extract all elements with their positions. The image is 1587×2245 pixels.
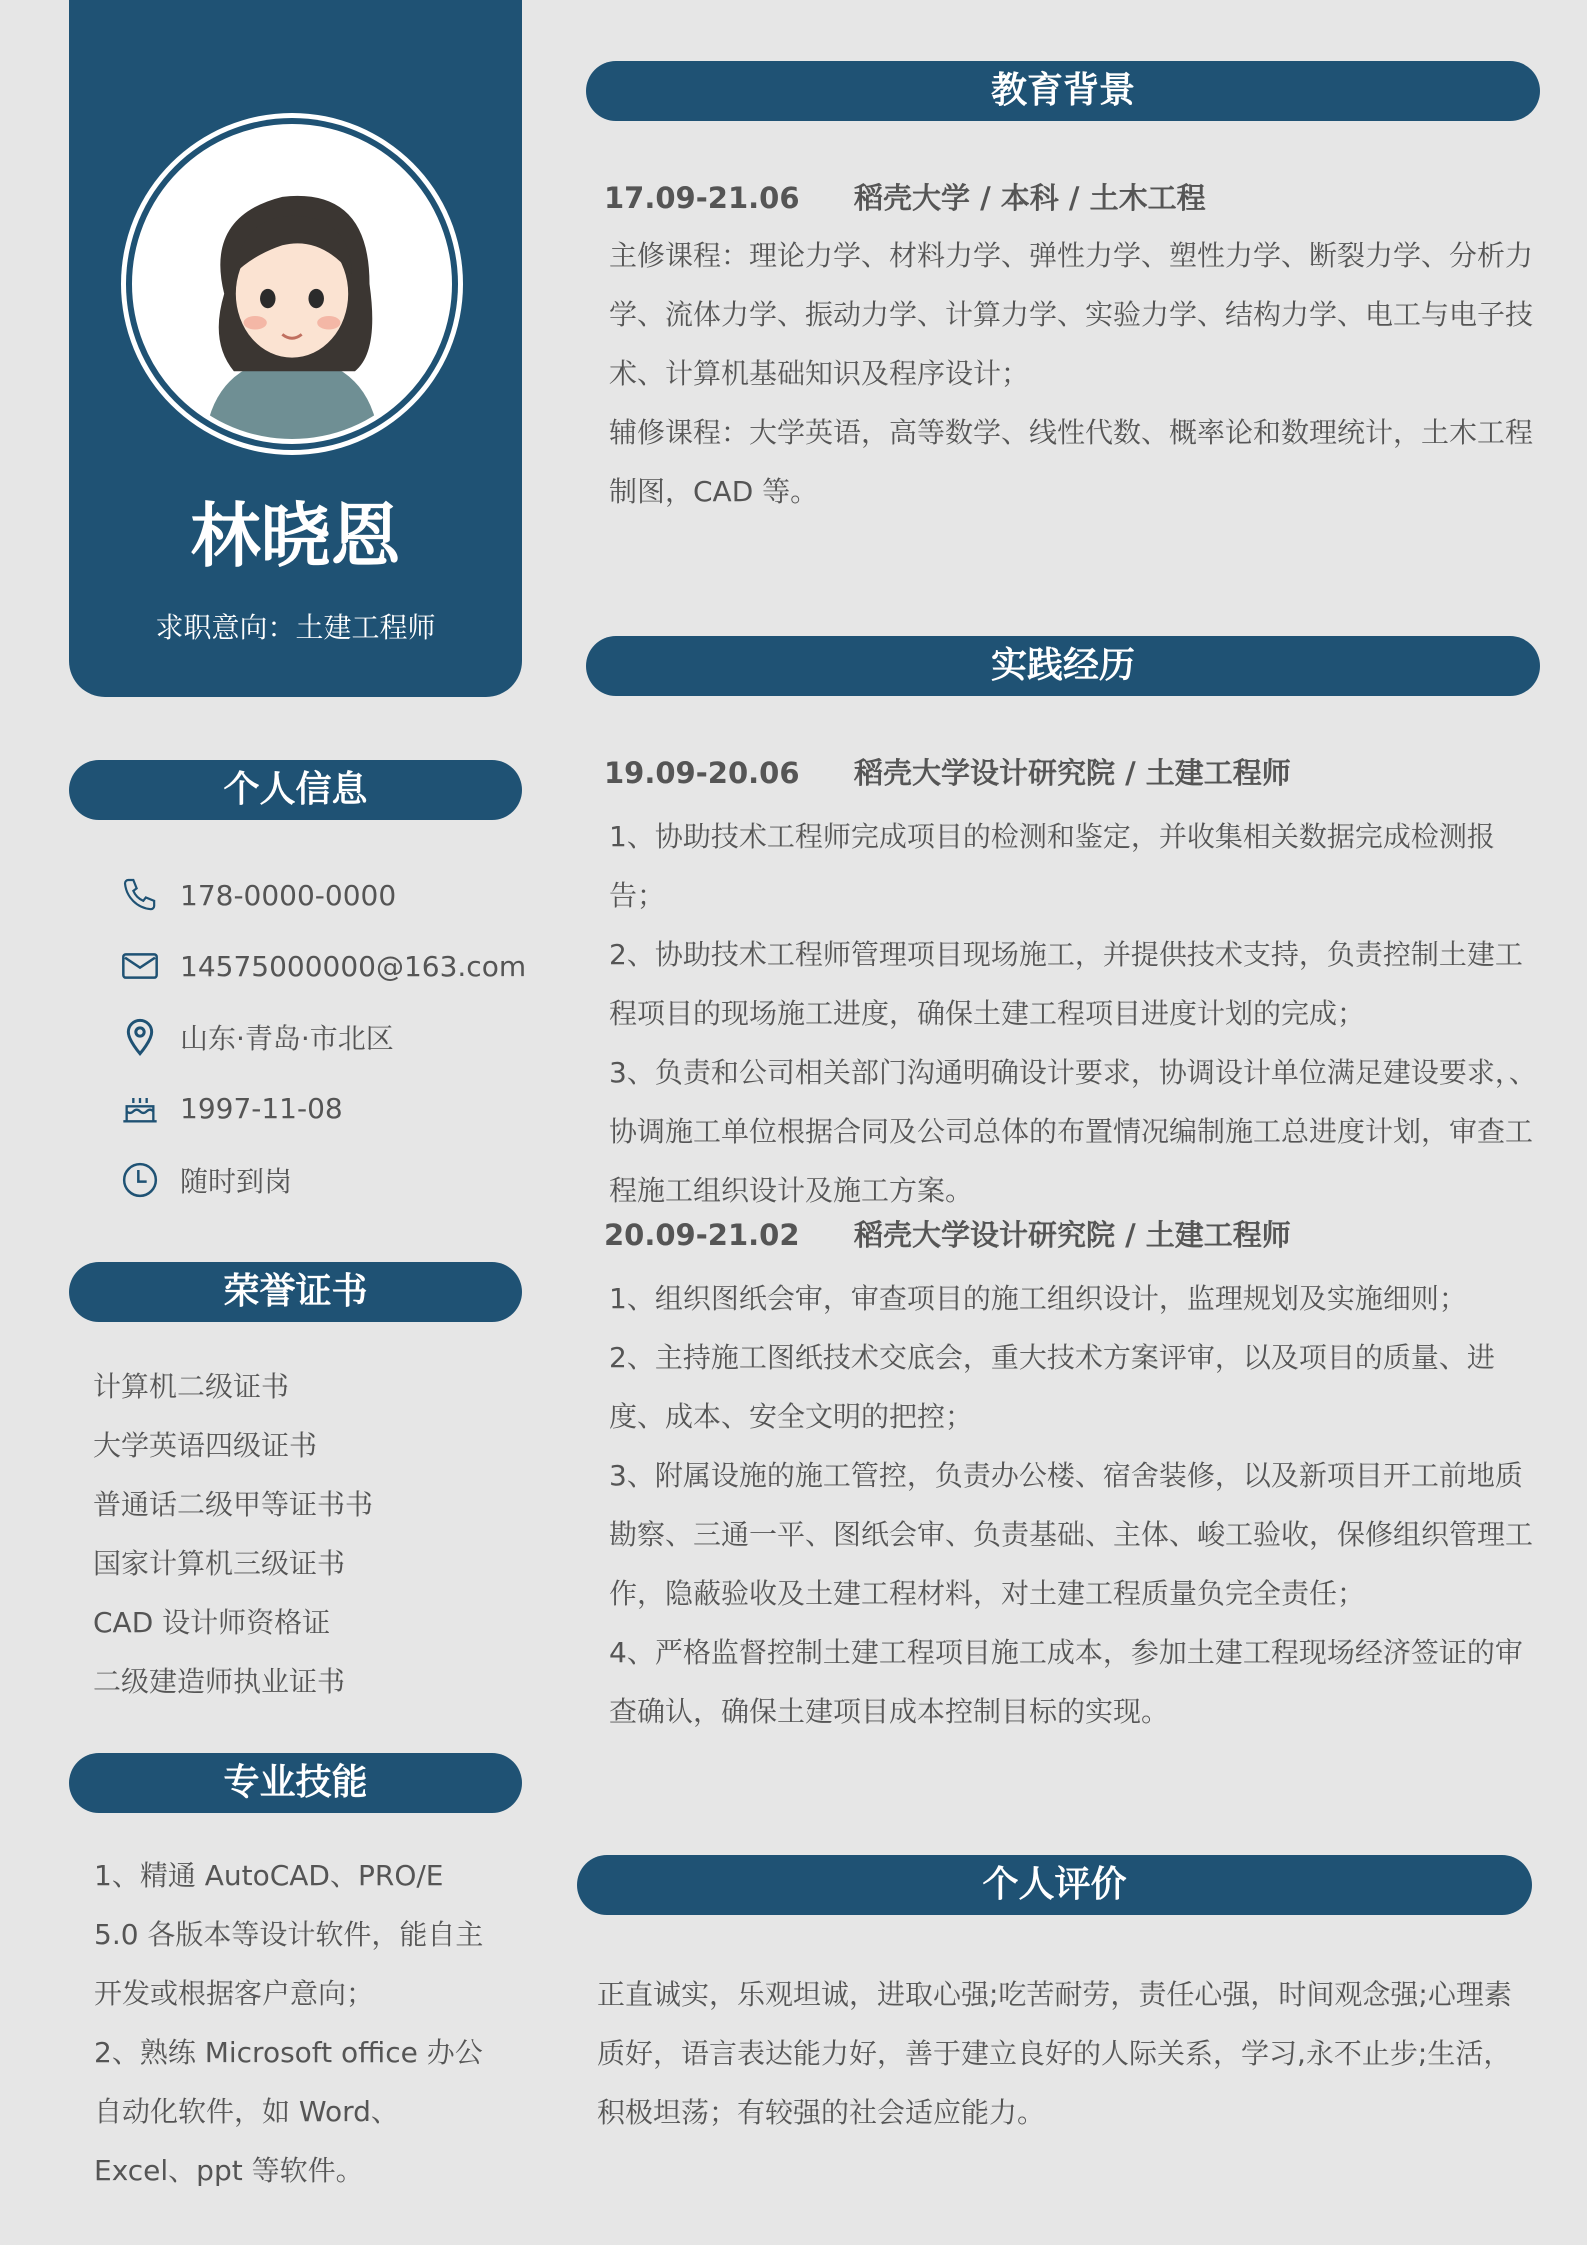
info-email: 14575000000@163.com	[120, 941, 526, 991]
phone-icon	[120, 875, 160, 915]
honor-item: 计算机二级证书	[93, 1370, 290, 1403]
job-line: 4、严格监督控制土建工程项目施工成本，参加土建工程现场经济签证的审查确认，确保土建项目成本控制目标的实现。	[609, 1636, 1523, 1728]
info-phone: 178-0000-0000	[120, 870, 396, 920]
personal-info-header: 个人信息	[69, 760, 522, 820]
practice-header: 实践经历	[586, 636, 1540, 696]
honor-item: 大学英语四级证书	[93, 1429, 318, 1462]
education-date: 17.09-21.06	[604, 181, 800, 215]
course-line: 主修课程：理论力学、材料力学、弹性力学、塑性力学、断裂力学、分析力学、流体力学、振动力学、计算力学、实验力学、结构力学、电工与电子技术、计算机基础知识及程序设计；	[609, 239, 1534, 390]
info-location: 山东·青岛·市北区	[120, 1012, 394, 1062]
honors-header: 荣誉证书	[69, 1262, 522, 1322]
honor-item: 普通话二级甲等证书书	[93, 1488, 374, 1521]
education-details	[609, 226, 1547, 521]
education-entry	[604, 176, 1206, 217]
job-date: 19.09-20.06	[604, 756, 800, 790]
job-entry	[604, 1213, 1291, 1254]
job-line: 3、负责和公司相关部门沟通明确设计要求，协调设计单位满足建设要求，、协调施工单位根据合同及公司总体的布置情况编制施工总进度计划，审查工程施工组织设计及施工方案。	[609, 1056, 1537, 1207]
info-availability: 随时到岗	[120, 1155, 292, 1205]
job-line: 3、附属设施的施工管控，负责办公楼、宿舍装修，以及新项目开工前地质勘察、三通一平、图纸会审、负责基础、主体、峻工验收，保修组织管理工作，隐蔽验收及土建工程材料，对土建工程质量负完全责任；	[609, 1459, 1534, 1610]
job-line: 2、主持施工图纸技术交底会，重大技术方案评审，以及项目的质量、进度、成本、安全文明的把控；	[609, 1341, 1495, 1433]
job-details	[609, 1269, 1547, 1741]
job-line: 1、协助技术工程师完成项目的检测和鉴定，并收集相关数据完成检测报告；	[609, 820, 1495, 912]
avatar	[132, 124, 452, 444]
job-date: 20.09-21.02	[604, 1218, 800, 1252]
job-intent: 求职意向：土建工程师	[155, 611, 436, 644]
location-icon	[120, 1017, 160, 1057]
honor-item: 二级建造师执业证书	[93, 1665, 346, 1698]
job-entry	[604, 751, 1291, 792]
education-school: 稻壳大学 / 本科 / 土木工程	[854, 181, 1206, 215]
evaluation-header: 个人评价	[577, 1855, 1532, 1915]
info-birthday: 1997-11-08	[120, 1083, 343, 1133]
skills-header: 专业技能	[69, 1753, 522, 1813]
job-details	[609, 807, 1547, 1220]
evaluation-text: 正直诚实，乐观坦诚，进取心强;吃苦耐劳，责任心强，时间观念强;心理素质好，语言表达能力好，善于建立良好的人际关系，学习,永不止步;生活，积极坦荡；有较强的社会适应能力。	[597, 1978, 1512, 2129]
job-line: 2、协助技术工程师管理项目现场施工，并提供技术支持，负责控制土建工程项目的现场施工进度，确保土建工程项目进度计划的完成；	[609, 938, 1523, 1030]
cake-icon	[120, 1088, 160, 1128]
job-org: 稻壳大学设计研究院 / 土建工程师	[854, 756, 1291, 790]
job-org: 稻壳大学设计研究院 / 土建工程师	[854, 1218, 1291, 1252]
skills-text: 1、精通 AutoCAD、PRO/E 5.0 各版本等设计软件，能自主开发或根据客户意向； 2、熟练 Microsoft office 办公自动化软件，如 Word、Excel、ppt 等软件。	[94, 1859, 484, 2187]
candidate-name: 林晓恩	[190, 495, 401, 577]
honor-item: CAD 设计师资格证	[93, 1606, 331, 1639]
education-header: 教育背景	[586, 61, 1540, 121]
mail-icon	[120, 946, 160, 986]
clock-icon	[120, 1160, 160, 1200]
honor-item: 国家计算机三级证书	[93, 1547, 346, 1580]
course-line: 辅修课程：大学英语，高等数学、线性代数、概率论和数理统计，土木工程制图，CAD 等。	[609, 416, 1534, 508]
job-line: 1、组织图纸会审，审查项目的施工组织设计，监理规划及实施细则；	[609, 1282, 1467, 1315]
